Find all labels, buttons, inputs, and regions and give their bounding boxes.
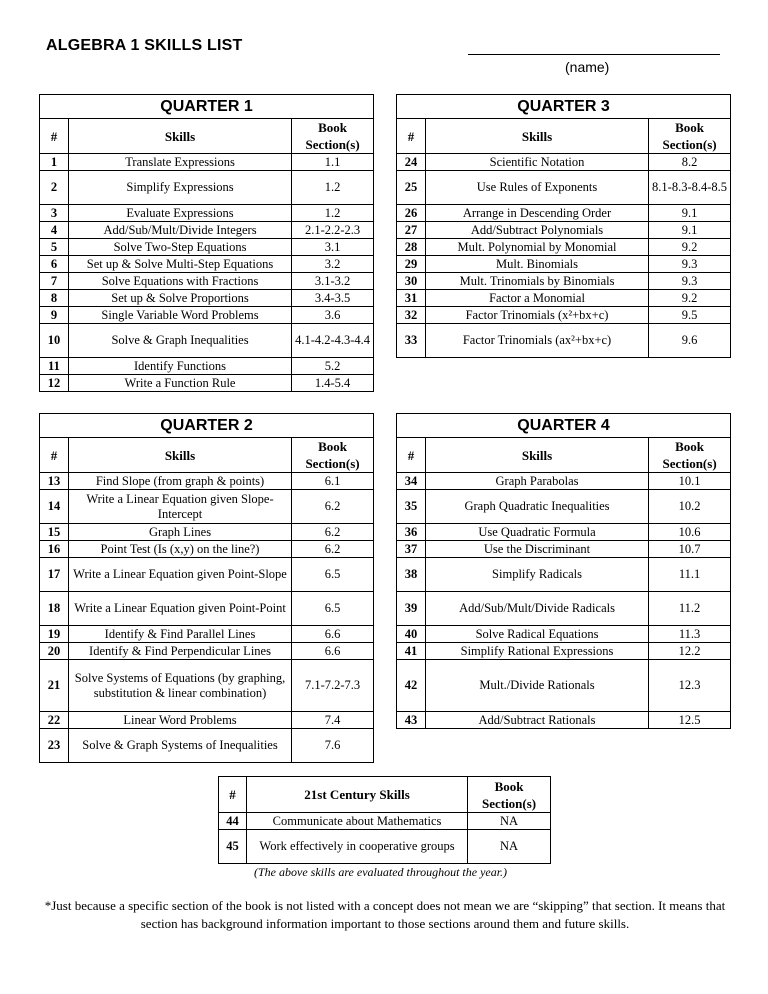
skill-name: Identify & Find Perpendicular Lines [68, 643, 291, 660]
skill-name: Identify Functions [68, 358, 291, 375]
skill-name: Graph Quadratic Inequalities [425, 490, 648, 524]
table-row [397, 154, 731, 171]
table-row [40, 273, 374, 290]
book-section: 11.2 [649, 592, 731, 626]
col-skills-header: Skills [425, 438, 648, 473]
book-section: 6.5 [292, 558, 374, 592]
quarter-4-table [396, 413, 731, 729]
quarter-title: QUARTER 2 [40, 414, 374, 438]
book-section: 11.3 [649, 626, 731, 643]
skill-number: 3 [40, 205, 69, 222]
table-row [40, 290, 374, 307]
book-section: 9.1 [649, 205, 731, 222]
col-skills-header: Skills [68, 438, 291, 473]
skill-name: Add/Subtract Rationals [425, 712, 648, 729]
skill-number: 34 [397, 473, 426, 490]
quarter-2-table [39, 413, 374, 763]
table-row [40, 239, 374, 256]
skill-name: Write a Linear Equation given Point-Point [68, 592, 291, 626]
skill-number: 23 [40, 729, 69, 763]
skill-number: 42 [397, 660, 426, 712]
name-blank-line [468, 40, 720, 55]
skill-name: Simplify Expressions [68, 171, 291, 205]
table-row [397, 541, 731, 558]
skill-number: 40 [397, 626, 426, 643]
skill-number: 1 [40, 154, 69, 171]
table-row [40, 222, 374, 239]
skill-number: 39 [397, 592, 426, 626]
skill-number: 14 [40, 490, 69, 524]
skill-name: Write a Linear Equation given Slope-Intercept [68, 490, 291, 524]
skill-name: Communicate about Mathematics [246, 813, 467, 830]
book-section: 9.2 [649, 290, 731, 307]
book-section: 9.1 [649, 222, 731, 239]
table-row [40, 643, 374, 660]
table-row [397, 290, 731, 307]
col-book-header: Book Section(s) [649, 119, 731, 154]
skill-number: 30 [397, 273, 426, 290]
skill-name: Solve Radical Equations [425, 626, 648, 643]
skill-number: 25 [397, 171, 426, 205]
table-row [40, 307, 374, 324]
skill-number: 24 [397, 154, 426, 171]
skill-name: Translate Expressions [68, 154, 291, 171]
col-number-header: # [397, 438, 426, 473]
skill-name: Write a Linear Equation given Point-Slope [68, 558, 291, 592]
skill-name: Single Variable Word Problems [68, 307, 291, 324]
skill-number: 32 [397, 307, 426, 324]
book-section: 3.2 [292, 256, 374, 273]
book-section: 12.3 [649, 660, 731, 712]
book-section: 11.1 [649, 558, 731, 592]
skill-name: Find Slope (from graph & points) [68, 473, 291, 490]
book-section: 7.6 [292, 729, 374, 763]
skill-number: 20 [40, 643, 69, 660]
book-section: 7.4 [292, 712, 374, 729]
skill-name: Mult. Polynomial by Monomial [425, 239, 648, 256]
book-section: 10.7 [649, 541, 731, 558]
skill-number: 33 [397, 324, 426, 358]
skill-name: Simplify Radicals [425, 558, 648, 592]
skill-name: Identify & Find Parallel Lines [68, 626, 291, 643]
skill-name: Factor Trinomials (ax²+bx+c) [425, 324, 648, 358]
century-skills-header [246, 777, 467, 813]
skill-number: 28 [397, 239, 426, 256]
book-section: 9.6 [649, 324, 731, 358]
col-number-header: # [219, 777, 247, 813]
table-row [40, 154, 374, 171]
table-row [397, 626, 731, 643]
skill-number: 4 [40, 222, 69, 239]
book-section: 1.2 [292, 205, 374, 222]
col-book-header: Book Section(s) [468, 777, 551, 813]
skill-name: Solve & Graph Systems of Inequalities [68, 729, 291, 763]
col-book-header: Book Section(s) [649, 438, 731, 473]
skill-number: 36 [397, 524, 426, 541]
book-section: 6.2 [292, 524, 374, 541]
table-row [40, 712, 374, 729]
skill-number: 15 [40, 524, 69, 541]
skill-number: 13 [40, 473, 69, 490]
skill-number: 9 [40, 307, 69, 324]
book-section: 6.2 [292, 541, 374, 558]
quarter-title: QUARTER 3 [397, 95, 731, 119]
book-section: 6.6 [292, 626, 374, 643]
book-section: 10.1 [649, 473, 731, 490]
skill-name: Solve & Graph Inequalities [68, 324, 291, 358]
skill-name: Point Test (Is (x,y) on the line?) [68, 541, 291, 558]
table-row [40, 660, 374, 712]
skill-name: Solve Systems of Equations (by graphing, substitution & linear combination) [68, 660, 291, 712]
table-row [219, 813, 551, 830]
skill-number: 45 [219, 830, 247, 864]
skill-name: Use the Discriminant [425, 541, 648, 558]
table-row [397, 205, 731, 222]
table-row [40, 205, 374, 222]
skill-name: Simplify Rational Expressions [425, 643, 648, 660]
table-row [40, 324, 374, 358]
book-section: 1.4-5.4 [292, 375, 374, 392]
century-skills-table [218, 776, 551, 864]
skill-number: 29 [397, 256, 426, 273]
skill-number: 31 [397, 290, 426, 307]
name-label: (name) [565, 59, 610, 75]
skill-name: Mult. Binomials [425, 256, 648, 273]
table-row [397, 592, 731, 626]
page-title: ALGEBRA 1 SKILLS LIST [46, 37, 243, 54]
col-number-header: # [397, 119, 426, 154]
table-row [397, 524, 731, 541]
table-row [40, 171, 374, 205]
skill-number: 44 [219, 813, 247, 830]
table-row [397, 324, 731, 358]
skill-name: Solve Two-Step Equations [68, 239, 291, 256]
book-section: 4.1-4.2-4.3-4.4 [292, 324, 374, 358]
table-row [397, 558, 731, 592]
skill-name: Use Quadratic Formula [425, 524, 648, 541]
book-section: 12.2 [649, 643, 731, 660]
skill-name: Arrange in Descending Order [425, 205, 648, 222]
table-row [397, 643, 731, 660]
skill-name: Set up & Solve Proportions [68, 290, 291, 307]
book-section: 8.2 [649, 154, 731, 171]
table-row [40, 358, 374, 375]
table-row [397, 473, 731, 490]
table-row [40, 375, 374, 392]
book-section: 6.1 [292, 473, 374, 490]
col-number-header: # [40, 119, 69, 154]
skill-name: Use Rules of Exponents [425, 171, 648, 205]
skill-name: Set up & Solve Multi-Step Equations [68, 256, 291, 273]
skill-name: Write a Function Rule [68, 375, 291, 392]
book-section: 9.3 [649, 256, 731, 273]
table-row [40, 729, 374, 763]
table-row [397, 171, 731, 205]
skill-name: Add/Sub/Mult/Divide Radicals [425, 592, 648, 626]
table-row [40, 524, 374, 541]
book-section: 1.1 [292, 154, 374, 171]
skill-name: Solve Equations with Fractions [68, 273, 291, 290]
skill-name: Mult. Trinomials by Binomials [425, 273, 648, 290]
book-section: 6.6 [292, 643, 374, 660]
century-header-text: 21st Century Skills [304, 787, 410, 802]
book-section: 9.2 [649, 239, 731, 256]
table-row [397, 307, 731, 324]
table-row [397, 712, 731, 729]
skill-number: 17 [40, 558, 69, 592]
skill-number: 21 [40, 660, 69, 712]
col-book-header: Book Section(s) [292, 119, 374, 154]
skill-name: Linear Word Problems [68, 712, 291, 729]
book-section: 3.6 [292, 307, 374, 324]
skill-number: 16 [40, 541, 69, 558]
quarter-title: QUARTER 4 [397, 414, 731, 438]
skill-name: Mult./Divide Rationals [425, 660, 648, 712]
book-section: 3.1-3.2 [292, 273, 374, 290]
quarter-1-table [39, 94, 374, 392]
table-row [397, 239, 731, 256]
table-row [397, 660, 731, 712]
book-section: 6.5 [292, 592, 374, 626]
skill-number: 35 [397, 490, 426, 524]
skill-number: 12 [40, 375, 69, 392]
book-section: 9.5 [649, 307, 731, 324]
book-section: NA [468, 813, 551, 830]
skill-number: 19 [40, 626, 69, 643]
skill-number: 43 [397, 712, 426, 729]
book-section: 3.1 [292, 239, 374, 256]
skill-name: Graph Lines [68, 524, 291, 541]
book-section: 1.2 [292, 171, 374, 205]
skill-number: 37 [397, 541, 426, 558]
table-row [40, 592, 374, 626]
book-section: 6.2 [292, 490, 374, 524]
skill-number: 27 [397, 222, 426, 239]
quarter-3-table [396, 94, 731, 358]
table-row [40, 473, 374, 490]
table-row [397, 222, 731, 239]
skill-number: 7 [40, 273, 69, 290]
skill-number: 41 [397, 643, 426, 660]
skill-name: Factor a Monomial [425, 290, 648, 307]
col-skills-header: Skills [68, 119, 291, 154]
book-section: 2.1-2.2-2.3 [292, 222, 374, 239]
table-row [40, 541, 374, 558]
book-section: NA [468, 830, 551, 864]
skill-number: 8 [40, 290, 69, 307]
footnote: *Just because a specific section of the book is not listed with a concept does not mean we are “skipping” that section. It means that section has background information important to those sections around them and future skills. [44, 898, 726, 931]
book-section: 7.1-7.2-7.3 [292, 660, 374, 712]
skill-number: 11 [40, 358, 69, 375]
skill-name: Scientific Notation [425, 154, 648, 171]
col-skills-header: Skills [425, 119, 648, 154]
book-section: 10.6 [649, 524, 731, 541]
skill-number: 38 [397, 558, 426, 592]
col-book-header: Book Section(s) [292, 438, 374, 473]
skill-number: 6 [40, 256, 69, 273]
book-section: 8.1-8.3-8.4-8.5 [649, 171, 731, 205]
skill-number: 2 [40, 171, 69, 205]
table-row [397, 490, 731, 524]
book-section: 3.4-3.5 [292, 290, 374, 307]
book-section: 12.5 [649, 712, 731, 729]
book-section: 10.2 [649, 490, 731, 524]
book-section: 9.3 [649, 273, 731, 290]
skill-name: Add/Sub/Mult/Divide Integers [68, 222, 291, 239]
skill-number: 18 [40, 592, 69, 626]
col-number-header: # [40, 438, 69, 473]
skill-name: Work effectively in cooperative groups [246, 830, 467, 864]
table-row [40, 256, 374, 273]
skill-name: Evaluate Expressions [68, 205, 291, 222]
table-row [40, 558, 374, 592]
book-section: 5.2 [292, 358, 374, 375]
skill-number: 10 [40, 324, 69, 358]
table-row [219, 830, 551, 864]
skill-number: 26 [397, 205, 426, 222]
quarter-title: QUARTER 1 [40, 95, 374, 119]
table-row [40, 626, 374, 643]
century-note: (The above skills are evaluated throughout the year.) [254, 865, 508, 879]
skill-number: 5 [40, 239, 69, 256]
skill-name: Graph Parabolas [425, 473, 648, 490]
table-row [40, 490, 374, 524]
table-row [397, 256, 731, 273]
table-row [397, 273, 731, 290]
skill-number: 22 [40, 712, 69, 729]
skill-name: Factor Trinomials (x²+bx+c) [425, 307, 648, 324]
skill-name: Add/Subtract Polynomials [425, 222, 648, 239]
